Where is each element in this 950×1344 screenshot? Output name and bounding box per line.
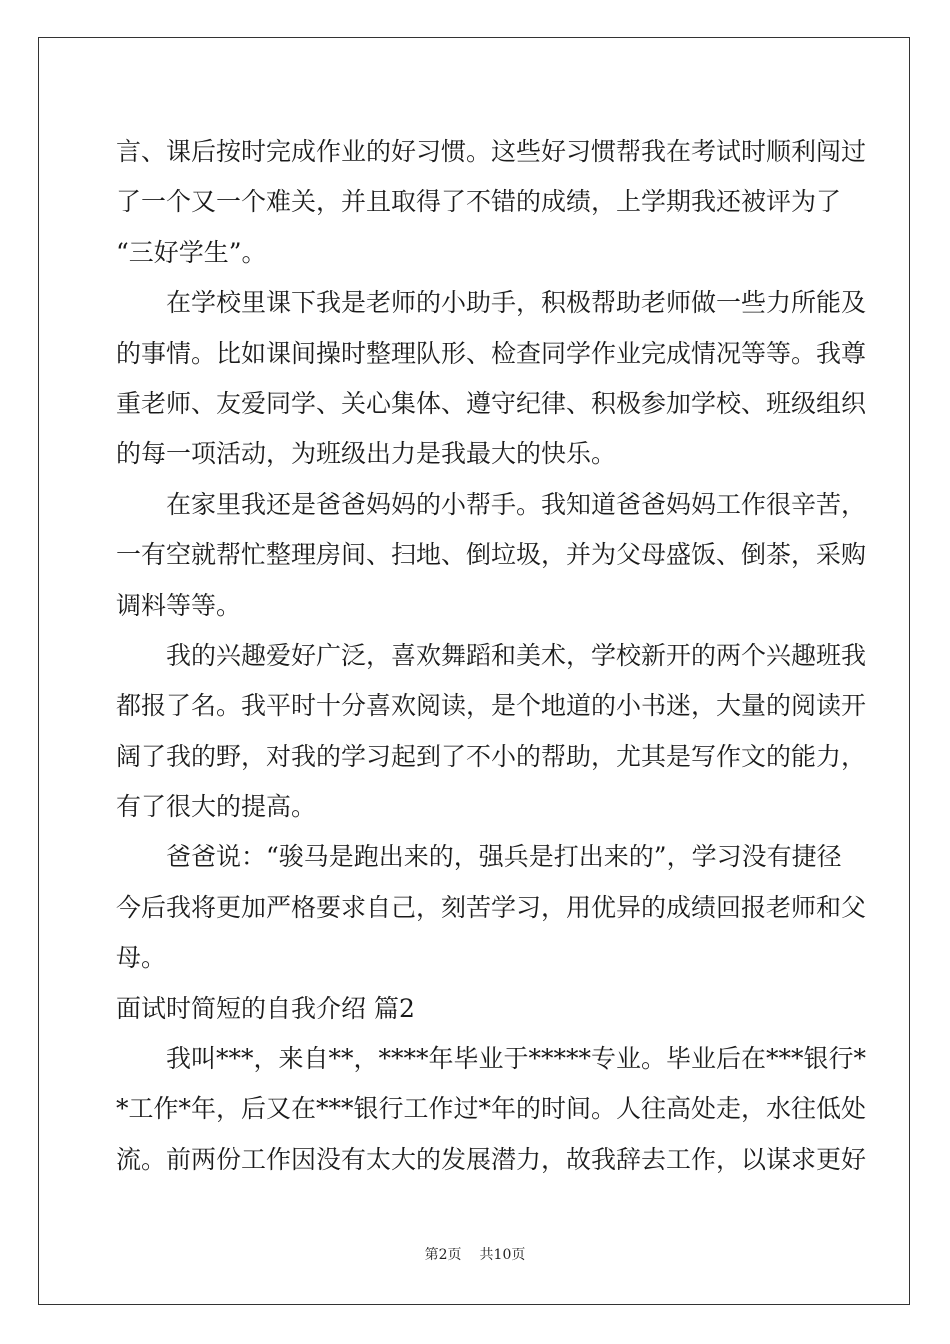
text-line: 言、课后按时完成作业的好习惯。这些好习惯帮我在考试时顺利闯过 xyxy=(116,137,867,166)
paragraph-start-line: 我的兴趣爱好广泛，喜欢舞蹈和美术，学校新开的两个兴趣班我 xyxy=(166,640,867,670)
page-total: 共10页 xyxy=(479,1247,526,1263)
text-line: *工作*年，后又在***银行工作过*年的时间。人往高处走，水往低处 xyxy=(116,1094,867,1124)
section-heading: 面试时简短的自我介绍 篇2 xyxy=(116,993,415,1023)
text-line: 一有空就帮忙整理房间、扫地、倒垃圾，并为父母盛饭、倒茶，采购 xyxy=(116,540,867,570)
text-line: 有了很大的提高。 xyxy=(116,792,317,822)
document-body xyxy=(116,127,867,1185)
paragraph-start-line: 我叫***，来自**，****年毕业于*****专业。毕业后在***银行* xyxy=(166,1044,867,1074)
page-number: 第2页 xyxy=(424,1247,462,1263)
text-line: 的每一项活动，为班级出力是我最大的快乐。 xyxy=(116,439,617,469)
text-line: 的事情。比如课间操时整理队形、检查同学作业完成情况等等。我尊 xyxy=(116,338,867,368)
paragraph-start-line: 爸爸说：“骏马是跑出来的，强兵是打出来的”，学习没有捷径 xyxy=(166,842,842,872)
paragraph-start-line: 在学校里课下我是老师的小助手，积极帮助老师做一些力所能及 xyxy=(166,288,867,318)
page-footer xyxy=(0,1245,950,1265)
text-line: 了一个又一个难关，并且取得了不错的成绩，上学期我还被评为了 xyxy=(116,187,842,217)
text-line: 重老师、友爱同学、关心集体、遵守纪律、积极参加学校、班级组织 xyxy=(116,388,867,418)
text-line: 今后我将更加严格要求自己，刻苦学习，用优异的成绩回报老师和父 xyxy=(116,892,867,922)
text-line: 都报了名。我平时十分喜欢阅读，是个地道的小书迷，大量的阅读开 xyxy=(116,691,867,721)
text-line: 调料等等。 xyxy=(116,590,242,620)
text-line: 流。前两份工作因没有太大的发展潜力，故我辞去工作，以谋求更好 xyxy=(116,1144,867,1174)
paragraph-start-line: 在家里我还是爸爸妈妈的小帮手。我知道爸爸妈妈工作很辛苦， xyxy=(166,489,867,519)
text-line: “三好学生”。 xyxy=(116,237,267,267)
text-line: 母。 xyxy=(116,943,167,973)
text-line: 阔了我的野，对我的学习起到了不小的帮助，尤其是写作文的能力， xyxy=(116,741,867,771)
